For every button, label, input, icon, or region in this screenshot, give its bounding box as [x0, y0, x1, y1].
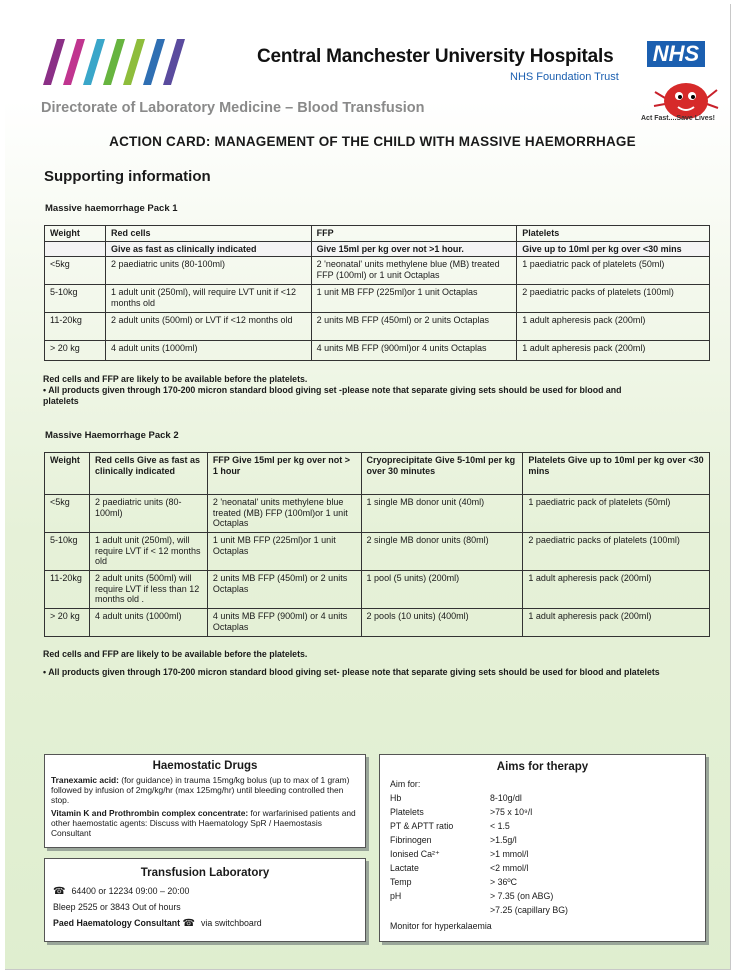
table-cell: 1 adult unit (250ml), will require LVT if < 12 months old: [89, 533, 207, 571]
pack2-header: Red cells Give as fast as clinically indicated: [89, 453, 207, 495]
section-heading: Supporting information: [44, 168, 211, 185]
table-cell: 2 single MB donor units (80ml): [361, 533, 523, 571]
aim-row: [390, 848, 650, 862]
aim-target: >1 mmol/l: [490, 849, 529, 859]
pack2-note-2: • All products given through 170-200 micron standard blood giving set- please note that separate giving sets should be used for blood and platelets: [43, 667, 660, 677]
aim-row: [390, 862, 650, 876]
phone-icon: ☎: [182, 918, 196, 929]
pack2-header-row: [45, 453, 710, 495]
aim-parameter: Temp: [390, 877, 412, 887]
aim-row: [390, 876, 650, 890]
table-cell: 2 paediatric packs of platelets (100ml): [517, 285, 710, 313]
table-cell: 1 adult apheresis pack (200ml): [517, 313, 710, 341]
tranexamic-paragraph: [51, 775, 359, 805]
table-cell: <5kg: [45, 257, 106, 285]
table-cell: 1 pool (5 units) (200ml): [361, 571, 523, 609]
consultant-contact: via switchboard: [201, 918, 262, 928]
action-card-page: [5, 4, 731, 970]
logo-stripe: [43, 39, 65, 85]
table-row: [45, 285, 710, 313]
table-cell: 4 adult units (1000ml): [89, 609, 207, 637]
aim-target: >1.5g/l: [490, 835, 517, 845]
pack2-title: Massive Haemorrhage Pack 2: [45, 430, 179, 441]
vitamin-k-label: Vitamin K and Prothrombin complex concentrate:: [51, 808, 249, 818]
aim-row: [390, 904, 650, 918]
aim-target: < 1.5: [490, 821, 510, 831]
table-cell: 11-20kg: [45, 571, 90, 609]
aims-intro: Aim for:: [390, 779, 421, 789]
org-name: Central Manchester University Hospitals: [257, 46, 614, 67]
table-row: [45, 571, 710, 609]
aim-row: [390, 792, 650, 806]
pack2-table: [44, 452, 710, 637]
aim-target: >7.25 (capillary BG): [490, 905, 568, 915]
pack1-note-1: Red cells and FFP are likely to be available before the platelets.: [43, 374, 308, 384]
table-cell: 1 adult apheresis pack (200ml): [523, 609, 710, 637]
aim-parameter: [390, 904, 490, 918]
table-row: [45, 341, 710, 361]
pack1-guidance-row: [45, 241, 710, 257]
table-cell: 5-10kg: [45, 285, 106, 313]
table-cell: 2 units MB FFP (450ml) or 2 units Octaplas: [207, 571, 361, 609]
aim-target: >75 x 10⁹/l: [490, 807, 533, 817]
slogan: Act Fast....Save Lives!: [641, 115, 715, 122]
aim-parameter: Hb: [390, 793, 402, 803]
table-cell: 2 adult units (500ml) will require LVT if less than 12 months old .: [89, 571, 207, 609]
table-cell: 4 units MB FFP (900ml) or 4 units Octaplas: [207, 609, 361, 637]
pack1-title: Massive haemorrhage Pack 1: [45, 203, 178, 214]
table-cell: > 20 kg: [45, 341, 106, 361]
aim-parameter: Ionised Ca²⁺: [390, 849, 440, 859]
table-cell: 2 adult units (500ml) or LVT if <12 months old: [105, 313, 311, 341]
table-row: [45, 495, 710, 533]
table-cell: > 20 kg: [45, 609, 90, 637]
table-cell: 11-20kg: [45, 313, 106, 341]
aim-parameter: Lactate: [390, 863, 419, 873]
aims-title: Aims for therapy: [496, 761, 589, 773]
pack2-header: Cryoprecipitate Give 5-10ml per kg over 30 minutes: [361, 453, 523, 495]
page-title: ACTION CARD: MANAGEMENT OF THE CHILD WITH MASSIVE HAEMORRHAGE: [109, 134, 636, 149]
table-cell: 1 unit MB FFP (225ml)or 1 unit Octaplas: [207, 533, 361, 571]
tranexamic-text: (for guidance) in trauma 15mg/kg bolus (up to max of 1 gram) followed by infusion of 2mg/kg/hr (max 125mg/hr) until bleeding controlled then stop.: [51, 775, 350, 805]
pack1-guidance: Give up to 10ml per kg over <30 mins: [517, 241, 710, 257]
lab-phone: 64400 or 12234 09:00 – 20:00: [71, 886, 190, 896]
pack1-table: [44, 225, 710, 361]
logo-stripe: [83, 39, 105, 85]
aim-row: [390, 806, 650, 820]
table-cell: 1 single MB donor unit (40ml): [361, 495, 523, 533]
table-cell: 2 'neonatal' units methylene blue treated (MB) FFP (100ml)or 1 unit Octaplas: [207, 495, 361, 533]
pack1-header: Platelets: [517, 226, 710, 242]
pack1-guidance: Give as fast as clinically indicated: [105, 241, 311, 257]
aim-row: [390, 820, 650, 834]
aim-row: [390, 834, 650, 848]
pack1-note-2: • All products given through 170-200 micron standard blood giving set -please note that separate giving sets should be used for blood and platelets: [43, 385, 622, 406]
lab-line-2: Bleep 2525 or 3843 Out of hours: [53, 902, 181, 912]
table-row: [45, 257, 710, 285]
table-cell: 1 adult unit (250ml), will require LVT unit if <12 months old: [105, 285, 311, 313]
table-cell: 4 units MB FFP (900ml)or 4 units Octaplas: [311, 341, 517, 361]
tranexamic-label: Tranexamic acid:: [51, 775, 119, 785]
vitamin-k-text: for warfarinised patients and other haemostatic agents: Discuss with Haematology SpR / Haemostasis Consultant: [51, 808, 356, 838]
aim-row: [390, 890, 650, 904]
table-cell: 2 paediatric units (80-100ml): [105, 257, 311, 285]
table-cell: 2 pools (10 units) (400ml): [361, 609, 523, 637]
vitamin-k-paragraph: [51, 808, 359, 838]
table-cell: <5kg: [45, 495, 90, 533]
aim-target: 8-10g/dl: [490, 793, 522, 803]
aims-table: [390, 792, 650, 918]
logo-stripe: [103, 39, 125, 85]
pack2-header: Weight: [45, 453, 90, 495]
nhs-logo: NHS: [647, 41, 705, 67]
pack1-guidance: [45, 241, 106, 257]
table-row: [45, 313, 710, 341]
directorate-title: Directorate of Laboratory Medicine – Blood Transfusion: [41, 100, 425, 116]
haemostatic-drugs-box: [44, 754, 366, 848]
logo-stripe: [163, 39, 185, 85]
lab-line-3: [53, 918, 357, 929]
drugs-title: Haemostatic Drugs: [152, 760, 258, 772]
aim-parameter: PT & APTT ratio: [390, 821, 454, 831]
table-cell: 5-10kg: [45, 533, 90, 571]
table-row: [45, 609, 710, 637]
logo-stripe: [63, 39, 85, 85]
table-cell: 2 units MB FFP (450ml) or 2 units Octaplas: [311, 313, 517, 341]
pack1-header: Red cells: [105, 226, 311, 242]
aims-for-therapy-box: [379, 754, 706, 942]
consultant-label: Paed Haematology Consultant: [53, 918, 181, 928]
aim-target: > 7.35 (on ABG): [490, 891, 554, 901]
pack1-guidance: Give 15ml per kg over not >1 hour.: [311, 241, 517, 257]
aim-target: > 36ºC: [490, 877, 517, 887]
table-cell: 1 adult apheresis pack (200ml): [523, 571, 710, 609]
logo-stripe: [123, 39, 145, 85]
table-cell: 1 paediatric pack of platelets (50ml): [523, 495, 710, 533]
pack2-header: Platelets Give up to 10ml per kg over <30 mins: [523, 453, 710, 495]
aims-footer: Monitor for hyperkalaemia: [390, 921, 492, 931]
pack1-header: Weight: [45, 226, 106, 242]
aim-parameter: pH: [390, 891, 402, 901]
aim-parameter: Fibrinogen: [390, 835, 432, 845]
trust-name: NHS Foundation Trust: [510, 71, 619, 83]
pack1-header-row: [45, 226, 710, 242]
pack2-note-1: Red cells and FFP are likely to be available before the platelets.: [43, 649, 308, 659]
logo-stripe: [143, 39, 165, 85]
pack2-header: FFP Give 15ml per kg over not > 1 hour: [207, 453, 361, 495]
lab-title: Transfusion Laboratory: [140, 867, 270, 879]
transfusion-lab-box: [44, 858, 366, 942]
table-cell: 2 paediatric packs of platelets (100ml): [523, 533, 710, 571]
lab-line-1: [53, 886, 357, 897]
table-cell: 2 'neonatal' units methylene blue (MB) treated FFP (100ml) or 1 unit Octaplas: [311, 257, 517, 285]
aim-target: <2 mmol/l: [490, 863, 529, 873]
table-cell: 4 adult units (1000ml): [105, 341, 311, 361]
hospital-logo-stripes: [43, 37, 193, 87]
table-cell: 1 unit MB FFP (225ml)or 1 unit Octaplas: [311, 285, 517, 313]
pack1-header: FFP: [311, 226, 517, 242]
table-cell: 1 adult apheresis pack (200ml): [517, 341, 710, 361]
table-cell: 1 paediatric pack of platelets (50ml): [517, 257, 710, 285]
phone-icon: ☎: [53, 886, 66, 897]
aim-parameter: Platelets: [390, 807, 424, 817]
table-cell: 2 paediatric units (80-100ml): [89, 495, 207, 533]
table-row: [45, 533, 710, 571]
